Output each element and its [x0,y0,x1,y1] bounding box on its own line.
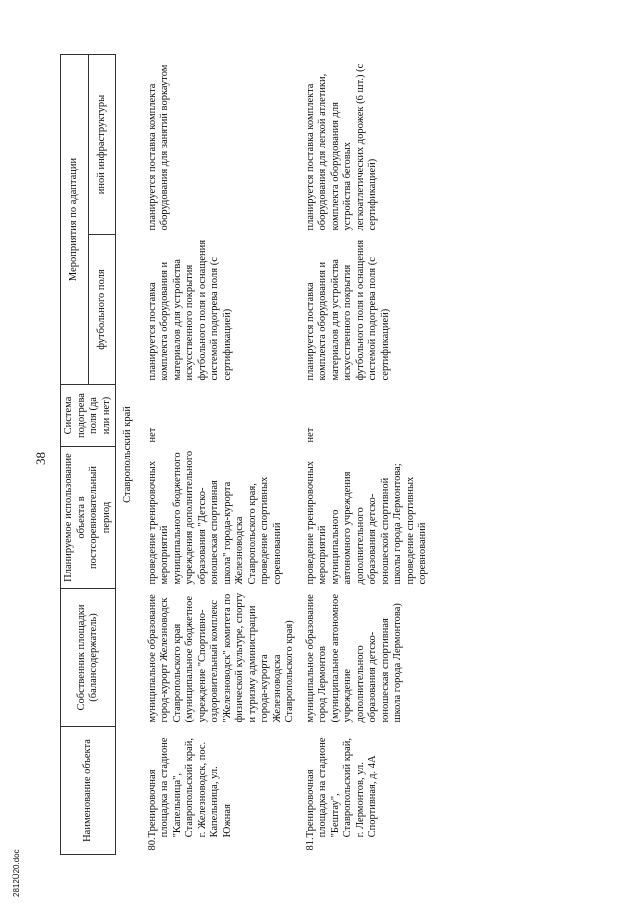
usage-cell: проведение тренировочных мероприятий муниципального бюджетного учреждения дополнительного образования "Детско-юношеская спортивная школа" города-курорта Железноводска Ставропольского края, проведение спортивных соревнований [146,450,283,585]
header-field: футбольного поля [88,235,116,385]
header-other: иной инфраструктуры [88,55,116,235]
table-row [299,55,432,855]
object-name: Тренировочная площадка на стадионе "Бештау", Ставропольский край, г. Лермонтов, ул. Спортивная, д. 4А [304,737,378,838]
heating-cell: нет [304,427,316,443]
region-heading: Ставропольский край [122,406,133,503]
field-measures-cell: планируется поставка комплекта оборудования и материалов для устройства искусственного покрытия футбольного поля и оснащения системой подогрева поля (с сертификацией) [146,239,233,381]
object-name: Тренировочная площадка на стадионе "Капельница", Ставропольский край, г. Железноводск, пос. Капельница, ул. Южная [146,737,233,838]
header-name: Наименование объекта [61,727,116,855]
other-measures-cell: планируется поставка комплекта оборудования для легкой атлетики, комплекта оборудования для устройства беговых легкоатлетических дорожек (6 шт.) (с сертификацией) [304,63,378,231]
row-number: 80. [146,837,158,851]
other-measures-cell: планируется поставка комплекта оборудования для занятий воркаутом [146,64,170,231]
header-heating: Система подогрева поля (да или нет) [61,385,116,447]
field-measures-cell: планируется поставка комплекта оборудования и материалов для устройства искусственного покрытия футбольного поля и оснащения системой подогрева поля (с сертификацией) [304,239,391,381]
page-number: 38 [33,452,48,465]
object-name-cell [141,727,299,855]
document-id: 2812Ü20.doc [12,849,21,897]
header-usage: Планируемое использование объекта в постсоревновательный период [61,447,116,589]
usage-cell: проведение тренировочных мероприятий муниципального автономного учреждения дополнительного образования детско-юношеской спортивной школы города Лермонтова; проведение спортивных соревнований [304,461,428,585]
object-name-cell [299,727,432,855]
owner-cell: муниципальное образование город-курорт Железноводск Ставропольского края (муниципальное бюджетное учреждение "Спортивно-оздоровительный комплекс "Железноводск" комитета по физической культуре, спорту и туризму администрации города-курорта Железноводска Ставропольского края) [146,592,295,723]
header-owner: Собственник площадки (балансодержатель) [61,589,116,727]
heating-cell: нет [146,427,158,443]
row-number: 81. [304,837,316,851]
table-row [141,55,299,855]
header-measures: Мероприятия по адаптации [61,55,89,385]
owner-cell: муниципальное образование город Лермонтов (муниципальное автономное учреждение дополнительного образования детско-юношеская спортивная школа города Лермонтова) [304,593,403,723]
adaptation-table [60,54,432,855]
